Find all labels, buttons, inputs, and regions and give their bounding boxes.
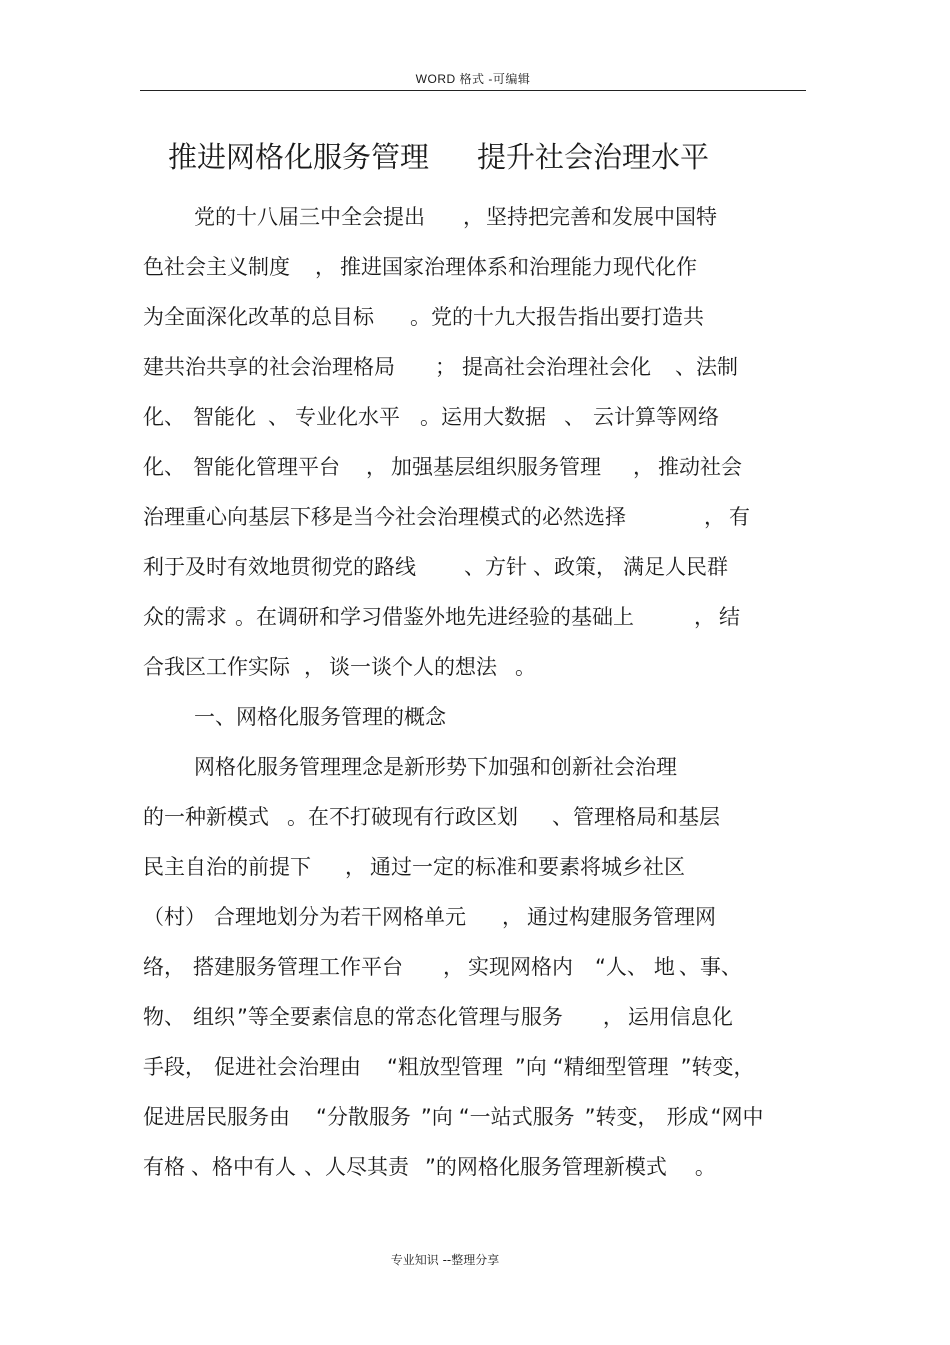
text-segment: 、人尽其责	[304, 1155, 409, 1179]
text-segment: 实现网格内	[468, 955, 573, 979]
text-line	[143, 1054, 755, 1080]
text-line	[143, 904, 716, 930]
text-segment: 化、	[143, 405, 185, 429]
text-segment: 有格	[143, 1155, 185, 1179]
text-segment: 民主自治的前提下	[143, 855, 311, 879]
text-segment: 手段，	[143, 1055, 206, 1079]
text-segment: 为全面深化改革的总目标	[143, 305, 374, 329]
text-segment: 络，	[143, 955, 185, 979]
text-segment: ，	[345, 855, 366, 879]
text-segment: ，	[315, 255, 336, 279]
text-segment: 建共治共享的社会治理格局	[143, 355, 395, 379]
document-title	[168, 134, 709, 180]
text-segment: 化、	[143, 455, 185, 479]
text-segment: 地	[653, 955, 675, 979]
text-segment: 云计算等网络	[593, 405, 719, 429]
text-segment: 谈一谈个人的想法	[329, 655, 497, 679]
text-line	[194, 204, 717, 230]
text-segment: 形成	[666, 1105, 709, 1129]
text-segment: ，	[704, 505, 725, 529]
text-segment: 专业化水平	[295, 405, 400, 429]
text-segment: 合我区工作实际	[143, 655, 290, 679]
page-footer: 专业知识 --整理分享	[390, 1253, 500, 1267]
text-segment: ，	[602, 1005, 624, 1029]
text-segment: 。	[694, 1155, 716, 1179]
text-line	[143, 954, 742, 980]
text-segment: 的一种新模式	[143, 805, 269, 829]
text-segment: 智能化	[193, 405, 256, 429]
text-segment: ，	[366, 455, 387, 479]
text-segment: 、格中有人	[191, 1155, 296, 1179]
text-segment: 、	[564, 405, 585, 429]
text-segment: “人、	[595, 955, 648, 979]
text-segment: 坚持把完善和发展中国特	[486, 205, 717, 229]
text-segment: ”转变，	[680, 1055, 755, 1079]
text-segment: 搭建服务管理工作平台	[193, 955, 403, 979]
text-segment: ”向	[514, 1055, 547, 1079]
text-segment: 、管理格局和基层	[552, 805, 720, 829]
text-line	[143, 1154, 716, 1180]
title-part-1: 推进网格化服务管理	[168, 140, 430, 174]
text-segment: 通过构建服务管理网	[527, 905, 716, 929]
text-segment: 满足人民群	[623, 555, 728, 579]
text-line	[143, 654, 536, 680]
text-line	[143, 1004, 733, 1030]
title-part-2: 提升社会治理水平	[477, 140, 710, 174]
text-segment: ，	[502, 905, 523, 929]
text-segment: “分散服务	[316, 1105, 411, 1129]
text-segment: 促进社会治理由	[214, 1055, 361, 1079]
section-heading	[194, 704, 446, 730]
text-line	[143, 854, 685, 880]
text-segment: 众的需求	[143, 605, 227, 629]
text-line	[143, 304, 704, 330]
text-segment: 促进居民服务由	[143, 1105, 290, 1129]
text-segment: 、方针	[464, 555, 527, 579]
text-segment: 、法制	[675, 355, 738, 379]
text-segment: 。	[515, 655, 536, 679]
text-segment: ”转变，	[584, 1105, 659, 1129]
text-segment: 、政策，	[533, 555, 617, 579]
text-segment: 智能化管理平台	[193, 455, 340, 479]
text-segment: “网中	[710, 1105, 764, 1129]
text-segment: 。党的十九大报告指出要打造共	[410, 305, 704, 329]
text-line	[143, 504, 750, 530]
text-segment: （村）	[143, 905, 206, 929]
text-segment: 。在不打破现有行政区划	[287, 805, 518, 829]
text-segment: 推动社会	[658, 455, 742, 479]
text-segment: ，	[463, 205, 484, 229]
text-line	[143, 254, 697, 280]
text-segment: 、	[268, 405, 289, 429]
text-segment: 加强基层组织服务管理	[391, 455, 601, 479]
text-segment: 治理重心向基层下移是当今社会治理模式的必然选择	[143, 505, 626, 529]
text-segment: 利于及时有效地贯彻党的路线	[143, 555, 416, 579]
text-segment: 推进国家治理体系和治理能力现代化作	[340, 255, 697, 279]
text-segment: ，	[633, 455, 654, 479]
text-line	[143, 604, 740, 630]
text-segment: 。运用大数据	[420, 405, 546, 429]
text-segment: 网格化服务管理理念是新形势下加强和创新社会治理	[194, 755, 677, 779]
header-text: WORD 格式 -可编辑	[415, 72, 531, 86]
text-segment: “粗放型管理	[387, 1055, 503, 1079]
header-rule	[140, 90, 806, 91]
text-segment: 合理地划分为若干网格单元	[214, 905, 466, 929]
text-segment: ”等全要素信息的常态化管理与服务	[237, 1005, 563, 1029]
text-segment: 运用信息化	[627, 1005, 733, 1029]
text-segment: 色社会主义制度	[143, 255, 290, 279]
text-segment: “一站式服务	[458, 1105, 575, 1129]
text-segment: 党的十八届三中全会提出	[194, 205, 425, 229]
text-line	[143, 1104, 763, 1130]
text-line	[143, 804, 720, 830]
text-segment: 物、	[143, 1005, 185, 1029]
text-segment: 组织	[193, 1005, 235, 1029]
text-line	[143, 554, 728, 580]
text-segment: ”向	[420, 1105, 453, 1129]
text-segment: 一、网格化服务管理的概念	[194, 705, 446, 729]
text-segment: ”的网格化服务管理新模式	[425, 1155, 667, 1179]
text-segment: 通过一定的标准和要素将城乡社区	[370, 855, 685, 879]
text-segment: 、事、	[678, 955, 742, 979]
text-segment: 。在调研和学习借鉴外地先进经验的基础上	[235, 605, 634, 629]
text-segment: ；	[435, 355, 456, 379]
text-segment: ，	[443, 955, 464, 979]
text-segment: ，	[304, 655, 325, 679]
text-segment: “精细型管理	[552, 1055, 669, 1079]
text-line	[143, 354, 738, 380]
text-segment: 提高社会治理社会化	[462, 355, 651, 379]
text-segment: ，	[694, 605, 715, 629]
text-segment: 有	[729, 505, 750, 529]
text-segment: 结	[719, 605, 740, 629]
text-line	[194, 754, 677, 780]
text-line	[143, 404, 719, 430]
text-line	[143, 454, 742, 480]
